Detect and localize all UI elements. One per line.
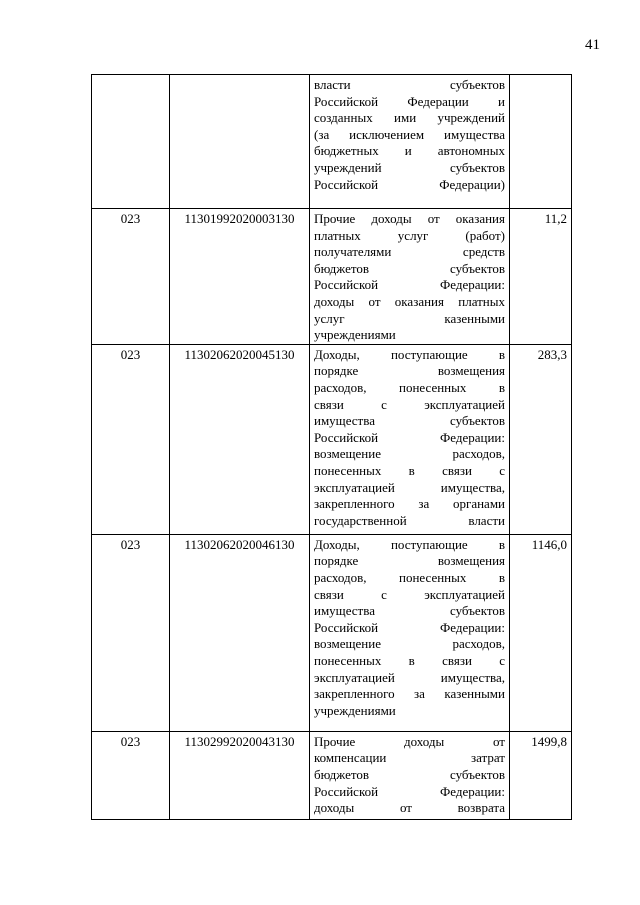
revenue-table-body [92, 75, 572, 820]
admin-code-cell: 023 [92, 534, 170, 731]
description-line: Прочие доходы от [314, 733, 505, 749]
description-line: расходов, понесенных в [314, 379, 505, 395]
description-line: Российской Федерации: [314, 429, 505, 445]
budget-code-cell: 11302062020045130 [170, 344, 310, 534]
table-row [92, 731, 572, 819]
description-line: понесенных в связи с [314, 652, 505, 668]
description-line: возмещение расходов, [314, 446, 505, 462]
description-line: расходов, понесенных в [314, 569, 505, 585]
revenue-description-cell [310, 209, 510, 345]
description-line: закрепленного за казенными [314, 686, 505, 702]
description-line: Доходы, поступающие в [314, 536, 505, 552]
description-line: эксплуатацией имущества, [314, 669, 505, 685]
description-line: учреждениями [314, 702, 396, 718]
description-line: (за исключением имущества [314, 126, 505, 142]
description-line: доходы от возврата [314, 800, 505, 816]
revenue-description-cell [310, 534, 510, 731]
description-line: компенсации затрат [314, 750, 505, 766]
description-line: платных услуг (работ) [314, 227, 505, 243]
table-row [92, 534, 572, 731]
budget-code-cell: 11301992020003130 [170, 209, 310, 345]
description-line: связи с эксплуатацией [314, 586, 505, 602]
description-line: учреждений субъектов [314, 159, 505, 175]
table-row [92, 209, 572, 345]
description-line: Российской Федерации: [314, 277, 505, 293]
description-line: доходы от оказания платных [314, 293, 505, 309]
admin-code-cell: 023 [92, 731, 170, 819]
description-line: понесенных в связи с [314, 462, 505, 478]
admin-code-cell [92, 75, 170, 209]
description-line: государственной власти [314, 512, 505, 528]
description-line: власти субъектов [314, 77, 505, 92]
description-line: закрепленного за органами [314, 496, 505, 512]
table-row [92, 344, 572, 534]
description-line: порядке возмещения [314, 553, 505, 569]
description-line: имущества субъектов [314, 413, 505, 429]
description-line: Российской Федерации и [314, 93, 505, 109]
description-line: возмещение расходов, [314, 636, 505, 652]
description-line: получателями средств [314, 244, 505, 260]
description-line: учреждениями [314, 327, 396, 343]
description-line: эксплуатацией имущества, [314, 479, 505, 495]
budget-code-cell [170, 75, 310, 209]
description-line: Прочие доходы от оказания [314, 211, 505, 226]
revenue-description-cell [310, 731, 510, 819]
description-line: порядке возмещения [314, 363, 505, 379]
description-line: имущества субъектов [314, 603, 505, 619]
admin-code-cell: 023 [92, 209, 170, 345]
admin-code-cell: 023 [92, 344, 170, 534]
amount-cell: 283,3 [510, 344, 572, 534]
budget-code-cell: 11302062020046130 [170, 534, 310, 731]
description-line: Российской Федерации) [314, 176, 505, 192]
description-line: Доходы, поступающие в [314, 346, 505, 362]
description-line: связи с эксплуатацией [314, 396, 505, 412]
table-row [92, 75, 572, 209]
description-line: бюджетов субъектов [314, 766, 505, 782]
description-line: созданных ими учреждений [314, 110, 505, 126]
description-line: Российской Федерации: [314, 619, 505, 635]
revenue-table [91, 74, 572, 820]
amount-cell: 1499,8 [510, 731, 572, 819]
description-line: бюджетов субъектов [314, 260, 505, 276]
amount-cell [510, 75, 572, 209]
amount-cell: 1146,0 [510, 534, 572, 731]
description-line: бюджетных и автономных [314, 143, 505, 159]
page-number: 41 [585, 37, 600, 53]
description-line: Российской Федерации: [314, 783, 505, 799]
description-line: услуг казенными [314, 310, 505, 326]
revenue-description-cell [310, 344, 510, 534]
amount-cell: 11,2 [510, 209, 572, 345]
budget-code-cell: 11302992020043130 [170, 731, 310, 819]
revenue-description-cell [310, 75, 510, 209]
